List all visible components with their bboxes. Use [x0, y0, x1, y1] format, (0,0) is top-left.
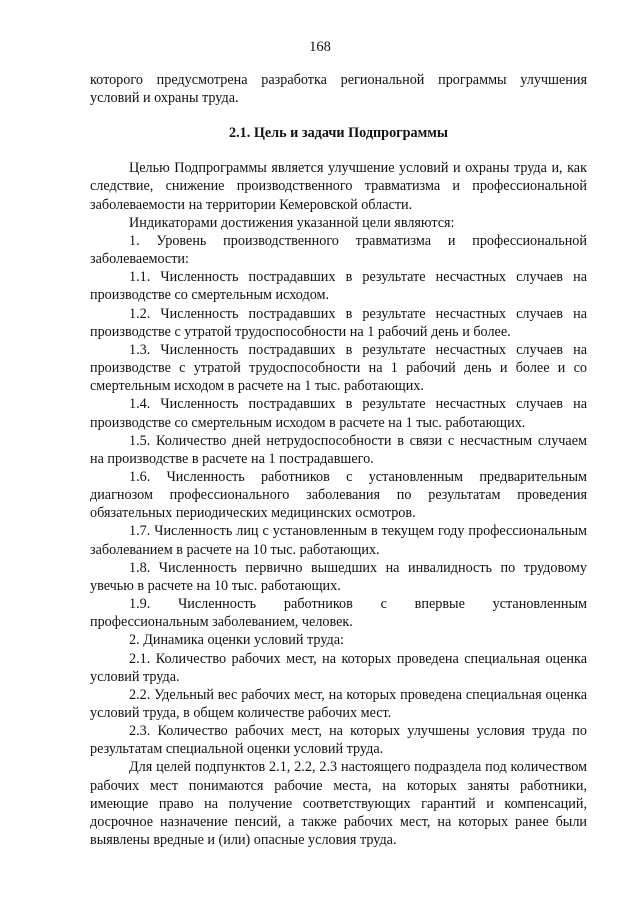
document-body: [90, 71, 587, 849]
paragraph-item-1-5: 1.5. Количество дней нетрудоспособности в связи с несчастным случаем на производстве в расчете на 1 пострадавшего.: [90, 432, 587, 467]
paragraph-item-2-2: 2.2. Удельный вес рабочих мест, на которых проведена специальная оценка условий труда, в общем количестве рабочих мест.: [90, 686, 587, 721]
paragraph-goal: Целью Подпрограммы является улучшение условий и охраны труда и, как следствие, снижение производственного травматизма и профессиональной заболеваемости на территории Кемеровской области.: [90, 160, 587, 213]
continuation-paragraph: которого предусмотрена разработка региональной программы улучшения условий и охраны труда.: [90, 72, 587, 107]
paragraph-item-2: 2. Динамика оценки условий труда:: [129, 632, 344, 649]
paragraph-item-1-2: 1.2. Численность пострадавших в результате несчастных случаев на производстве с утратой трудоспособности на 1 рабочий день и более.: [90, 305, 587, 340]
paragraph-item-2-3: 2.3. Количество рабочих мест, на которых улучшены условия труда по результатам специальной оценки условий труда.: [90, 723, 587, 758]
section-heading: 2.1. Цель и задачи Подпрограммы: [229, 125, 448, 142]
paragraph-item-1-8: 1.8. Численность первично вышедших на инвалидность по трудовому увечью в расчете на 10 тыс. работающих.: [90, 559, 587, 594]
paragraph-note: Для целей подпунктов 2.1, 2.2, 2.3 настоящего подраздела под количеством рабочих мест понимаются рабочие места, на которых заняты работники, имеющие право на получение соответствующих гарантий и компенсаций, досрочное назначение пенсий, а также рабочих мест, на которых ранее были выявлены вредные и (или) опасные условия труда.: [90, 759, 587, 849]
paragraph-item-1: 1. Уровень производственного травматизма и профессиональной заболеваемости:: [90, 232, 587, 268]
paragraph-item-1-3: 1.3. Численность пострадавших в результате несчастных случаев на производстве с утратой трудоспособности на 1 рабочий день и более и со смертельным исходом в расчете на 1 тыс. работающих.: [90, 341, 587, 395]
paragraph-item-1-6: 1.6. Численность работников с установленным предварительным диагнозом профессионального заболевания по результатам проведения обязательных периодических медицинских осмотров.: [90, 468, 587, 522]
paragraph-item-1-7: 1.7. Численность лиц с установленным в текущем году профессиональным заболеванием в расчете на 10 тыс. работающих.: [90, 523, 587, 558]
paragraph-item-2-1: 2.1. Количество рабочих мест, на которых проведена специальная оценка условий труда.: [90, 650, 587, 685]
page-number: 168: [309, 39, 331, 55]
paragraph-item-1-1: 1.1. Численность пострадавших в результате несчастных случаев на производстве со смертельным исходом.: [90, 269, 587, 304]
paragraph-item-1-4: 1.4. Численность пострадавших в результате несчастных случаев на производстве со смертельным исходом в расчете на 1 тыс. работающих.: [90, 396, 587, 431]
paragraph-indicators-intro: Индикаторами достижения указанной цели являются:: [129, 214, 455, 231]
paragraph-item-1-9: 1.9. Численность работников с впервые установленным профессиональным заболеванием, человек.: [90, 596, 587, 631]
